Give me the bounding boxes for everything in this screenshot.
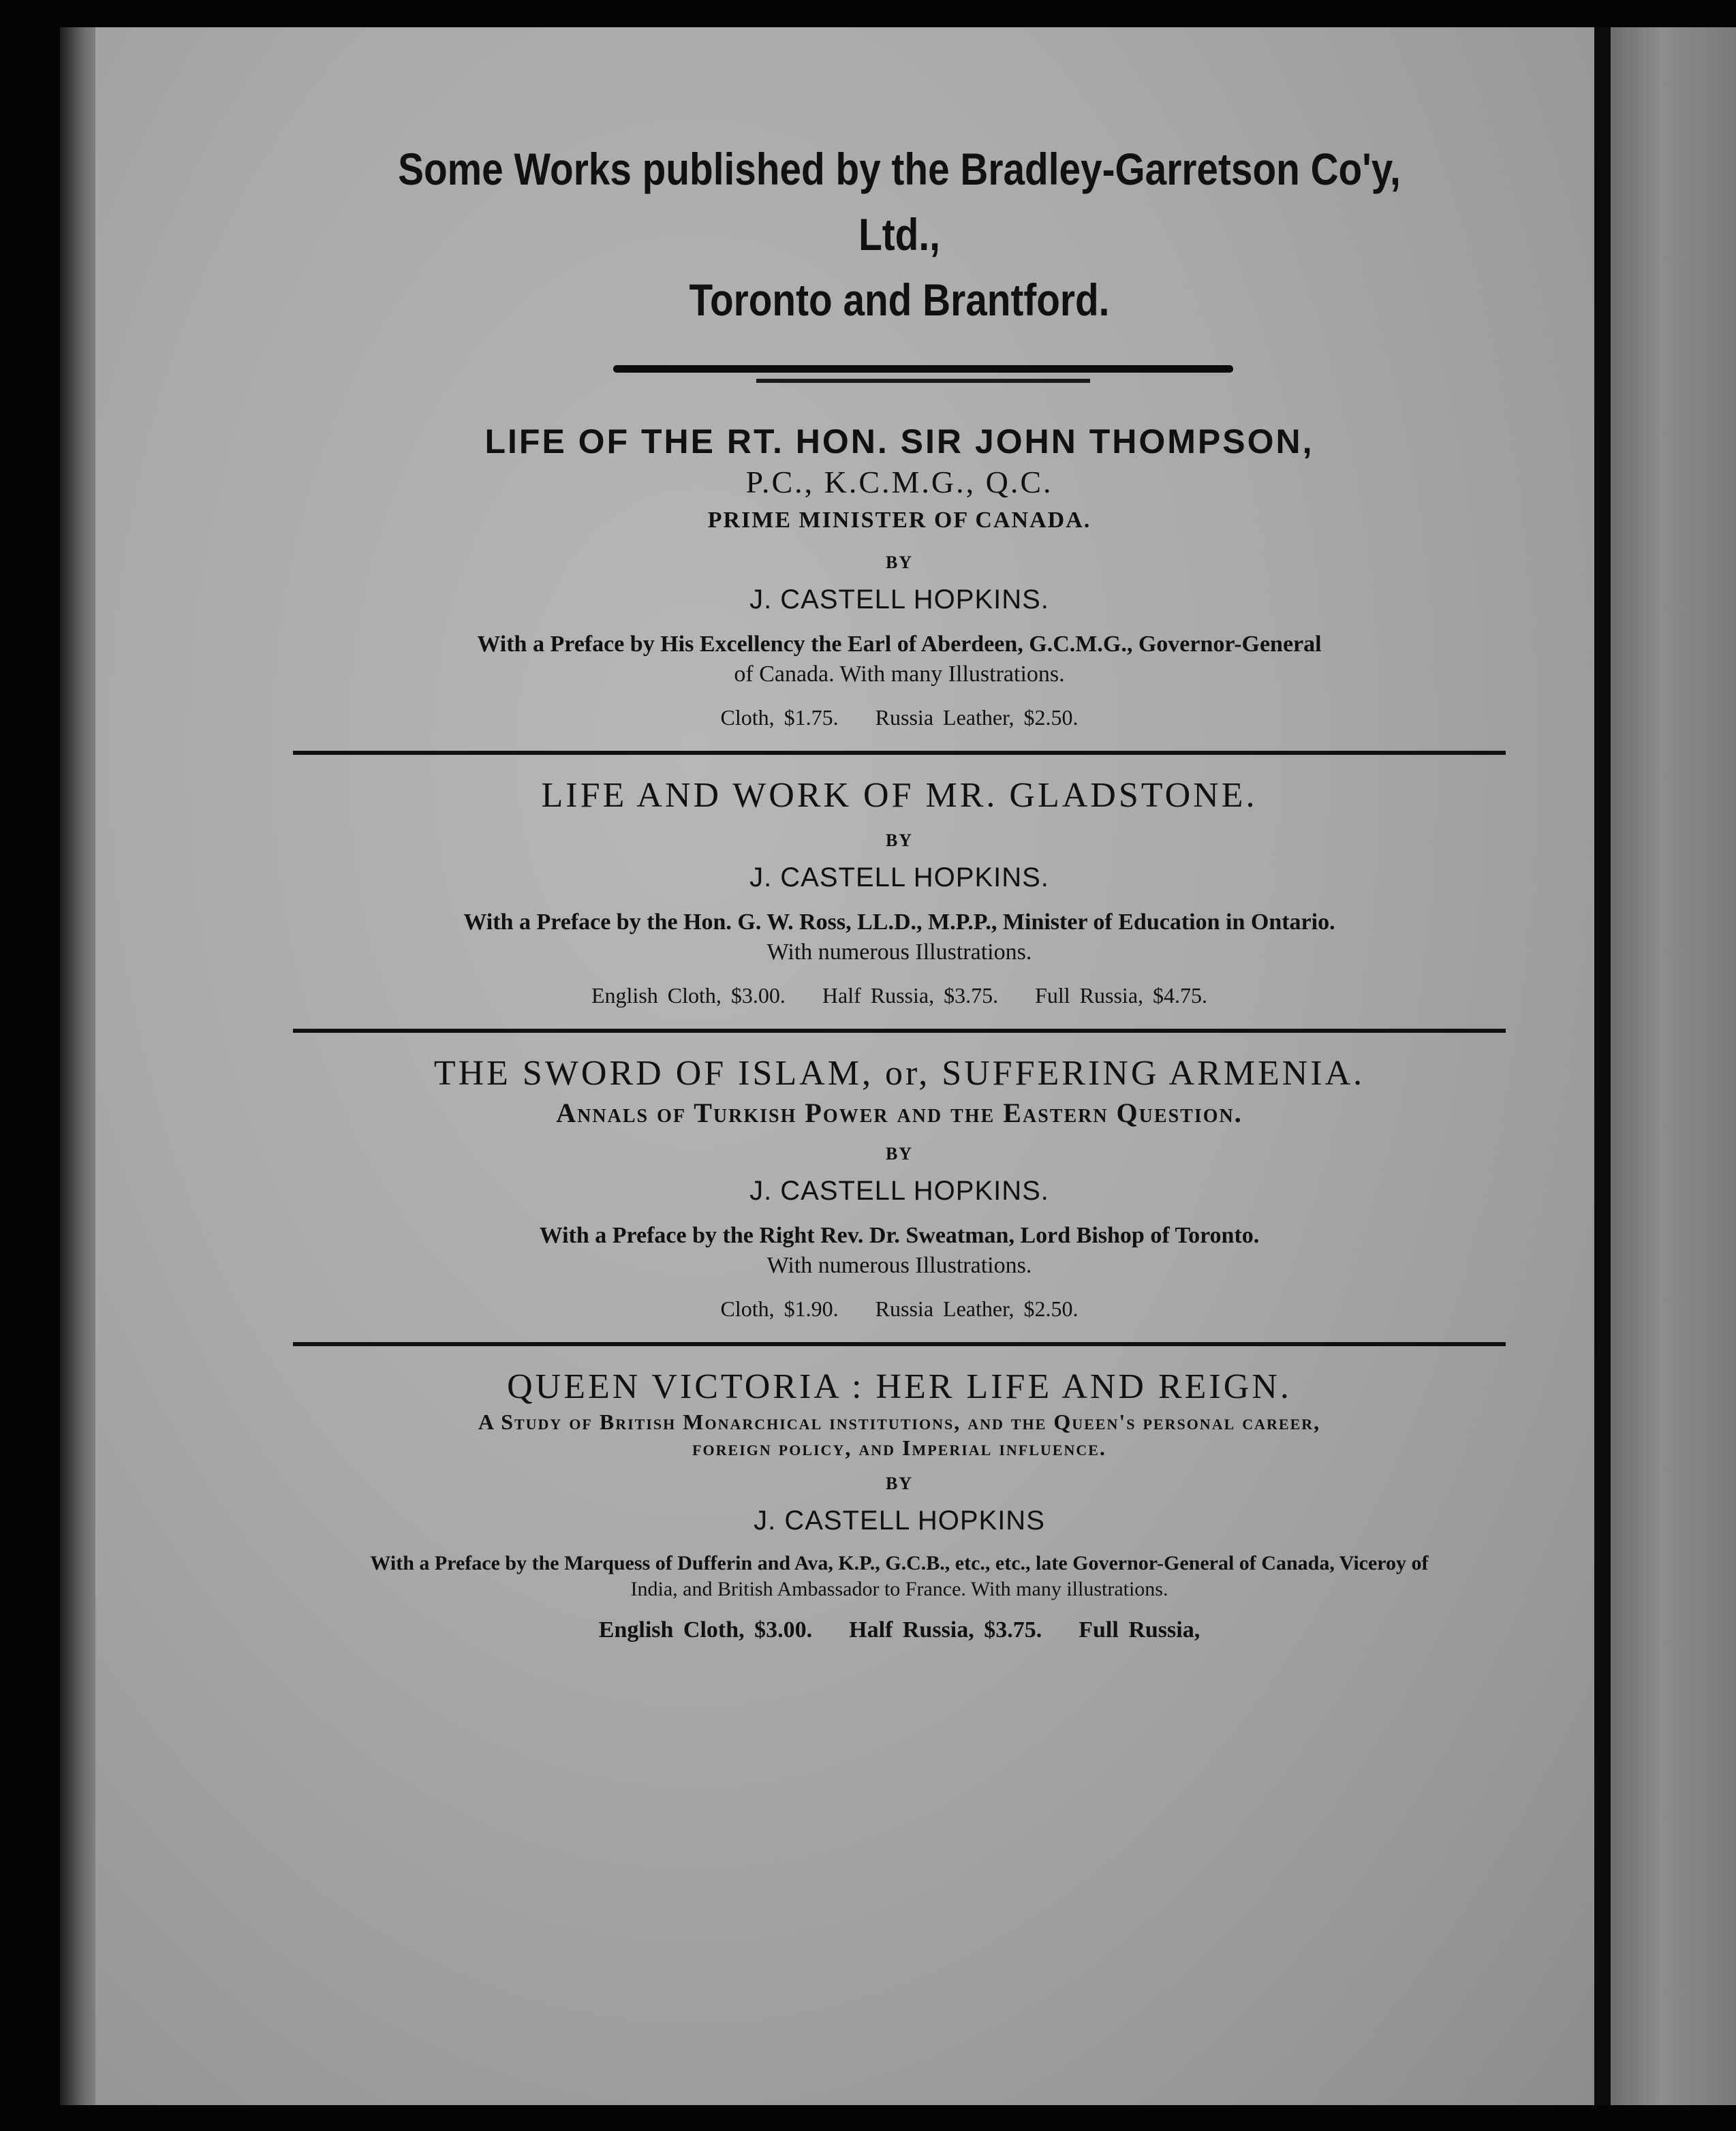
book-entry-gladstone (293, 774, 1506, 1011)
preface-line1: With a Preface by the Right Rev. Dr. Sweatman, Lord Bishop of Toronto. (539, 1223, 1260, 1248)
price-russia-leather: Russia Leather, $2.50. (875, 705, 1079, 730)
price-line (293, 1615, 1506, 1646)
book-entry-sword-of-islam (293, 1052, 1506, 1324)
header-divider (293, 352, 1506, 392)
price-english-cloth: English Cloth, $3.00. (591, 983, 786, 1008)
book-title: THE SWORD OF ISLAM, or, SUFFERING ARMENIA. (433, 1054, 1365, 1093)
preface-text (293, 1551, 1506, 1602)
preface-text (293, 629, 1506, 689)
by-label: BY (885, 830, 914, 850)
author-name: J. CASTELL HOPKINS. (749, 1176, 1049, 1206)
preface-line2: With numerous Illustrations. (766, 1253, 1032, 1278)
by-label: BY (885, 1144, 914, 1164)
book-title: QUEEN VICTORIA : HER LIFE AND REIGN. (507, 1367, 1292, 1406)
publisher-header (293, 136, 1506, 332)
preface-line2: With numerous Illustrations. (766, 939, 1032, 965)
author-name: J. CASTELL HOPKINS. (749, 585, 1049, 615)
author-name: J. CASTELL HOPKINS. (749, 862, 1049, 892)
publisher-header-line2: Toronto and Brantford. (689, 275, 1110, 325)
price-line (293, 1293, 1506, 1324)
price-full-russia: Full Russia, (1079, 1617, 1200, 1643)
preface-line1: With a Preface by the Hon. G. W. Ross, LL.D., M.P.P., Minister of Education in Ontario. (463, 909, 1335, 935)
preface-line1: With a Preface by His Excellency the Earl of Aberdeen, G.C.M.G., Governor-General (477, 632, 1322, 657)
section-divider (293, 1029, 1506, 1033)
book-subtitle: PRIME MINISTER OF CANADA. (707, 508, 1091, 533)
book-subtitle: Annals of Turkish Power and the Eastern Question. (556, 1098, 1243, 1128)
advertisement-content (293, 136, 1506, 1646)
header-divider-thick (613, 365, 1233, 373)
price-cloth: Cloth, $1.90. (720, 1296, 839, 1321)
author-name: J. CASTELL HOPKINS (754, 1506, 1045, 1536)
price-line (293, 980, 1506, 1011)
price-line (293, 702, 1506, 733)
page-left-edge (60, 27, 101, 2105)
price-half-russia: Half Russia, $3.75. (849, 1617, 1042, 1643)
preface-line1: With a Preface by the Marquess of Dufferin and Ava, K.P., G.C.B., etc., etc., late Governor-General of Canada, Viceroy of (370, 1552, 1429, 1574)
header-divider-thin (756, 379, 1090, 383)
page-gutter (1594, 27, 1611, 2105)
by-label: BY (885, 553, 914, 572)
price-english-cloth: English Cloth, $3.00. (598, 1617, 813, 1643)
price-russia-leather: Russia Leather, $2.50. (875, 1296, 1079, 1321)
book-title-line2: P.C., K.C.M.G., Q.C. (745, 465, 1053, 499)
price-full-russia: Full Russia, $4.75. (1035, 983, 1208, 1008)
by-label: BY (885, 1474, 914, 1493)
book-subtitle-line1: A Study of British Monarchical institutions, and the Queen's personal career, (478, 1410, 1321, 1434)
preface-line2: India, and British Ambassador to France. With many illustrations. (630, 1578, 1168, 1600)
book-subtitle-line2: foreign policy, and Imperial influence. (692, 1435, 1106, 1460)
book-title: LIFE OF THE RT. HON. SIR JOHN THOMPSON, (484, 422, 1314, 461)
preface-text (293, 907, 1506, 967)
price-cloth: Cloth, $1.75. (720, 705, 839, 730)
publisher-header-line1: Some Works published by the Bradley-Garretson Co'y, Ltd., (398, 144, 1401, 260)
section-divider (293, 751, 1506, 755)
book-entry-thompson (293, 420, 1506, 733)
preface-line2: of Canada. With many Illustrations. (734, 662, 1065, 687)
adjacent-page-edge (1611, 27, 1736, 2105)
book-entry-queen-victoria (293, 1365, 1506, 1646)
preface-text (293, 1221, 1506, 1281)
book-title: LIFE AND WORK OF MR. GLADSTONE. (541, 776, 1258, 815)
price-half-russia: Half Russia, $3.75. (822, 983, 999, 1008)
section-divider (293, 1342, 1506, 1346)
